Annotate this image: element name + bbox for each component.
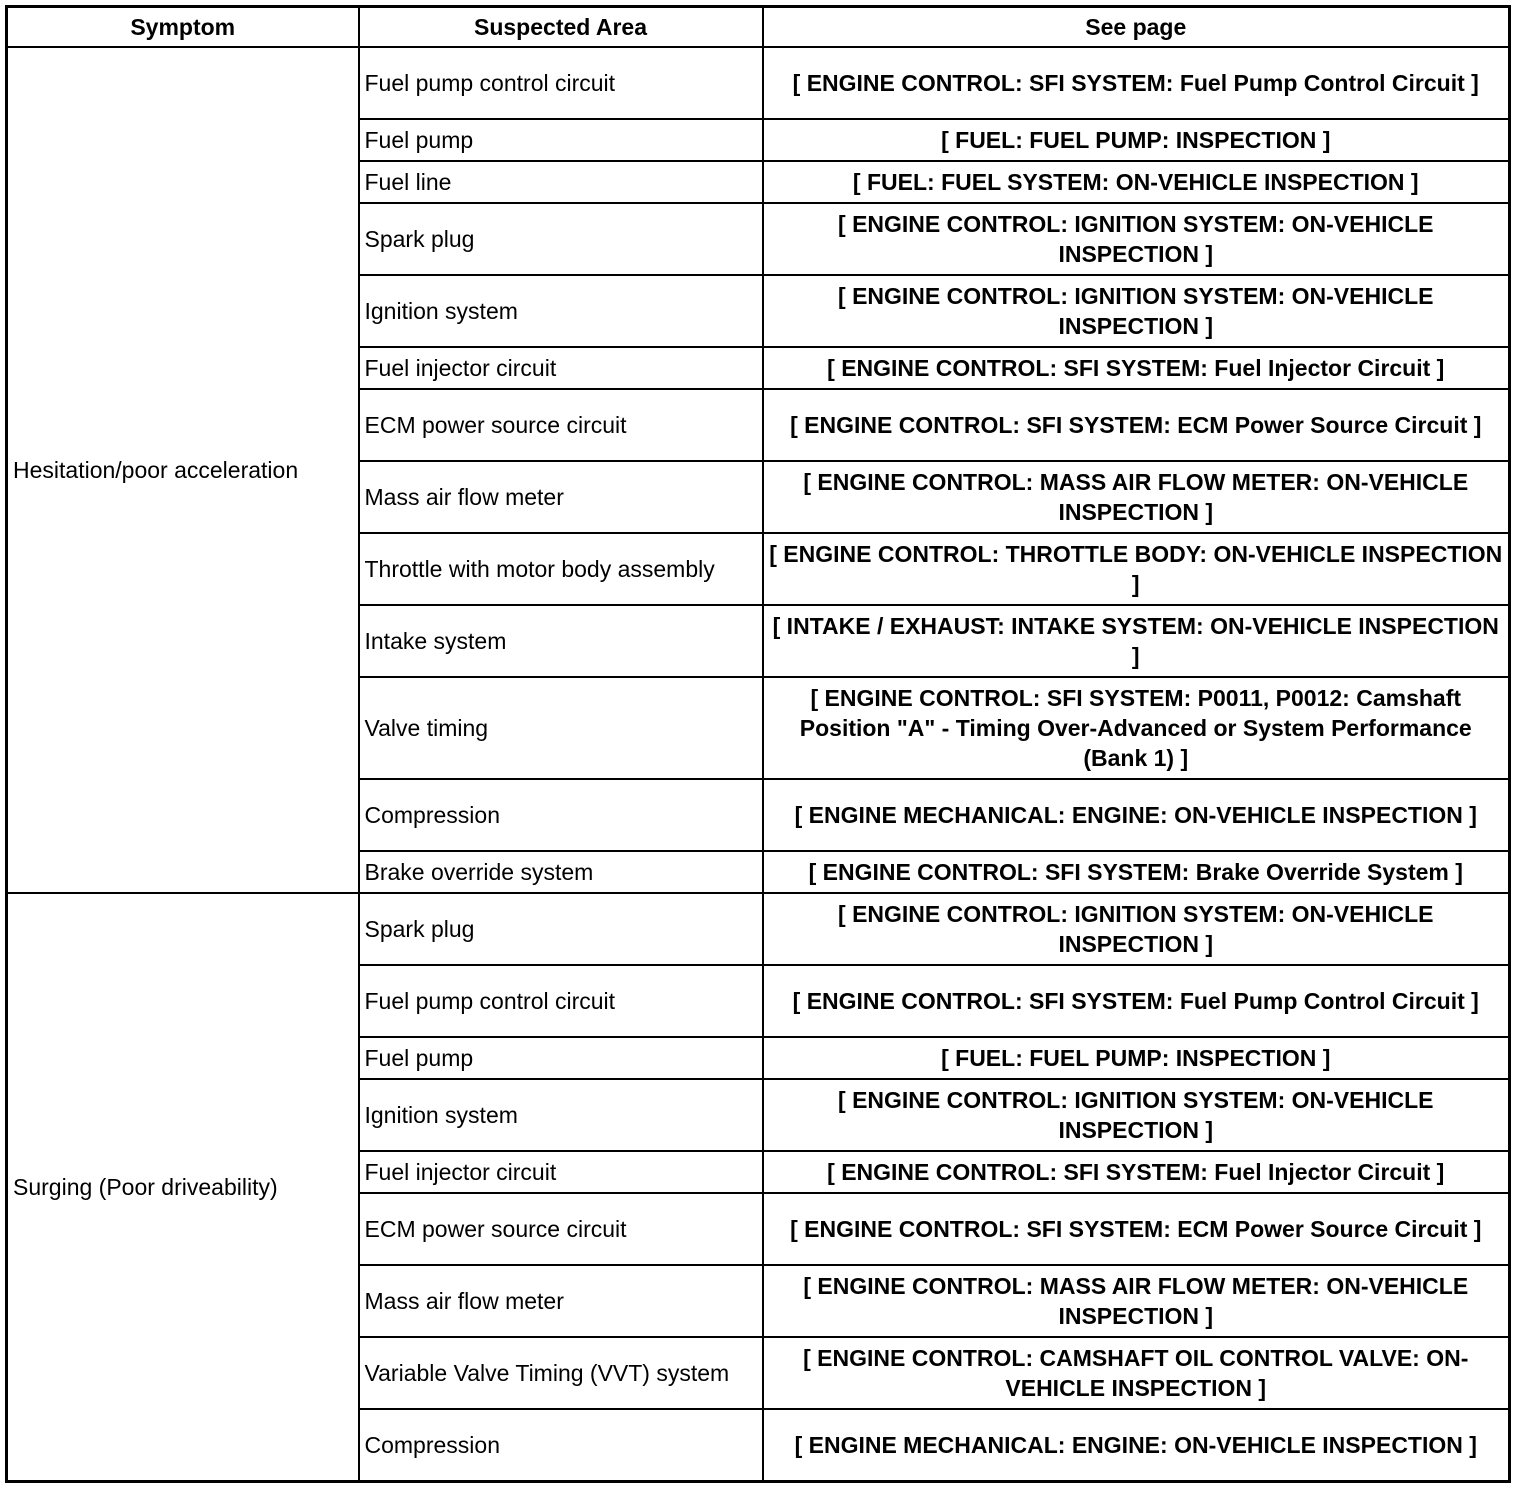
suspected-area-cell: Fuel pump control circuit — [359, 47, 763, 119]
suspected-area-cell: Ignition system — [359, 275, 763, 347]
see-page-link[interactable]: [ ENGINE CONTROL: CAMSHAFT OIL CONTROL VALVE: ON-VEHICLE INSPECTION ] — [763, 1337, 1510, 1409]
see-page-link[interactable]: [ ENGINE CONTROL: SFI SYSTEM: Fuel Pump Control Circuit ] — [763, 965, 1510, 1037]
see-page-link[interactable]: [ FUEL: FUEL PUMP: INSPECTION ] — [763, 119, 1510, 161]
suspected-area-cell: Spark plug — [359, 893, 763, 965]
see-page-link[interactable]: [ ENGINE CONTROL: SFI SYSTEM: ECM Power Source Circuit ] — [763, 1193, 1510, 1265]
see-page-link[interactable]: [ ENGINE CONTROL: SFI SYSTEM: Brake Override System ] — [763, 851, 1510, 893]
see-page-link[interactable]: [ ENGINE CONTROL: MASS AIR FLOW METER: ON-VEHICLE INSPECTION ] — [763, 1265, 1510, 1337]
suspected-area-cell: Compression — [359, 1409, 763, 1481]
suspected-area-cell: Brake override system — [359, 851, 763, 893]
see-page-link[interactable]: [ ENGINE MECHANICAL: ENGINE: ON-VEHICLE INSPECTION ] — [763, 779, 1510, 851]
table-body — [7, 47, 1510, 1481]
see-page-link[interactable]: [ ENGINE MECHANICAL: ENGINE: ON-VEHICLE INSPECTION ] — [763, 1409, 1510, 1481]
see-page-link[interactable]: [ ENGINE CONTROL: MASS AIR FLOW METER: ON-VEHICLE INSPECTION ] — [763, 461, 1510, 533]
see-page-link[interactable]: [ ENGINE CONTROL: IGNITION SYSTEM: ON-VEHICLE INSPECTION ] — [763, 203, 1510, 275]
see-page-link[interactable]: [ ENGINE CONTROL: SFI SYSTEM: Fuel Pump Control Circuit ] — [763, 47, 1510, 119]
suspected-area-cell: Throttle with motor body assembly — [359, 533, 763, 605]
see-page-link[interactable]: [ FUEL: FUEL PUMP: INSPECTION ] — [763, 1037, 1510, 1079]
suspected-area-cell: Valve timing — [359, 677, 763, 779]
suspected-area-cell: Fuel injector circuit — [359, 1151, 763, 1193]
header-see-page: See page — [763, 7, 1510, 48]
suspected-area-cell: Mass air flow meter — [359, 461, 763, 533]
suspected-area-cell: Variable Valve Timing (VVT) system — [359, 1337, 763, 1409]
see-page-link[interactable]: [ ENGINE CONTROL: SFI SYSTEM: Fuel Injector Circuit ] — [763, 1151, 1510, 1193]
see-page-link[interactable]: [ ENGINE CONTROL: THROTTLE BODY: ON-VEHICLE INSPECTION ] — [763, 533, 1510, 605]
symptom-cell: Hesitation/poor acceleration — [7, 47, 359, 893]
symptom-cell: Surging (Poor driveability) — [7, 893, 359, 1481]
suspected-area-cell: ECM power source circuit — [359, 389, 763, 461]
see-page-link[interactable]: [ INTAKE / EXHAUST: INTAKE SYSTEM: ON-VEHICLE INSPECTION ] — [763, 605, 1510, 677]
symptom-table — [5, 5, 1511, 1483]
suspected-area-cell: Fuel pump — [359, 1037, 763, 1079]
suspected-area-cell: Compression — [359, 779, 763, 851]
see-page-link[interactable]: [ FUEL: FUEL SYSTEM: ON-VEHICLE INSPECTION ] — [763, 161, 1510, 203]
suspected-area-cell: Mass air flow meter — [359, 1265, 763, 1337]
header-row — [7, 7, 1510, 48]
suspected-area-cell: Fuel pump — [359, 119, 763, 161]
see-page-link[interactable]: [ ENGINE CONTROL: IGNITION SYSTEM: ON-VEHICLE INSPECTION ] — [763, 893, 1510, 965]
table-row — [7, 893, 1510, 965]
see-page-link[interactable]: [ ENGINE CONTROL: SFI SYSTEM: ECM Power Source Circuit ] — [763, 389, 1510, 461]
suspected-area-cell: ECM power source circuit — [359, 1193, 763, 1265]
suspected-area-cell: Spark plug — [359, 203, 763, 275]
see-page-link[interactable]: [ ENGINE CONTROL: SFI SYSTEM: Fuel Injector Circuit ] — [763, 347, 1510, 389]
suspected-area-cell: Intake system — [359, 605, 763, 677]
see-page-link[interactable]: [ ENGINE CONTROL: IGNITION SYSTEM: ON-VEHICLE INSPECTION ] — [763, 1079, 1510, 1151]
table-row — [7, 47, 1510, 119]
header-symptom: Symptom — [7, 7, 359, 48]
suspected-area-cell: Fuel injector circuit — [359, 347, 763, 389]
header-suspected-area: Suspected Area — [359, 7, 763, 48]
suspected-area-cell: Ignition system — [359, 1079, 763, 1151]
suspected-area-cell: Fuel line — [359, 161, 763, 203]
see-page-link[interactable]: [ ENGINE CONTROL: IGNITION SYSTEM: ON-VEHICLE INSPECTION ] — [763, 275, 1510, 347]
suspected-area-cell: Fuel pump control circuit — [359, 965, 763, 1037]
see-page-link[interactable]: [ ENGINE CONTROL: SFI SYSTEM: P0011, P0012: Camshaft Position "A" - Timing Over-Advanced or System Performance (Bank 1) ] — [763, 677, 1510, 779]
